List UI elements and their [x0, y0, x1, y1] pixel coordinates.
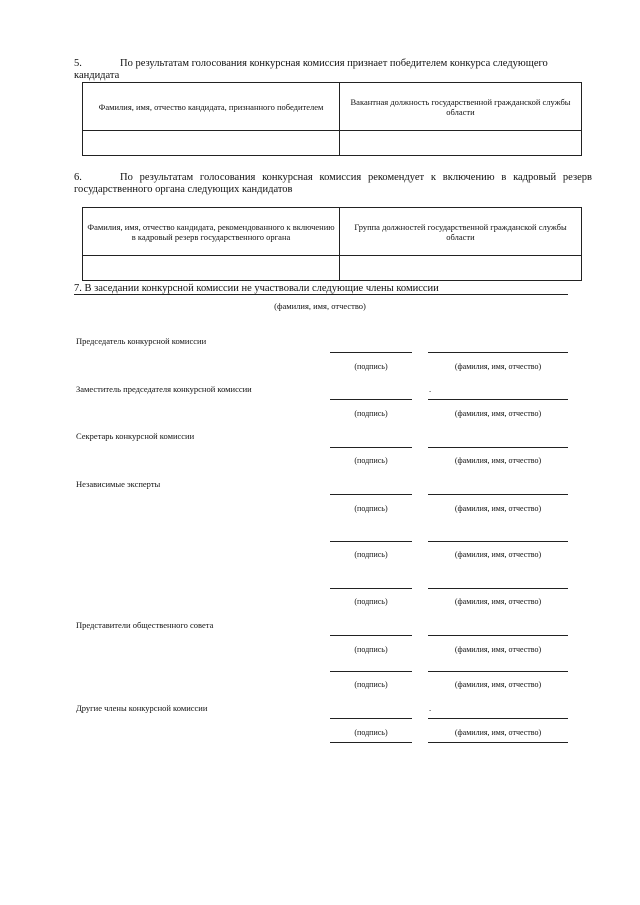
- section5-text: По результатам голосования конкурсная комиссия признает победителем конкурса следующего: [120, 58, 548, 69]
- reserve-table-header-name: Фамилия, имя, отчество кандидата, рекомендованного к включению в кадровый резерв государственного органа: [83, 208, 340, 256]
- winner-table-header-name: Фамилия, имя, отчество кандидата, признанного победителем: [83, 83, 340, 131]
- section7-text: 7. В заседании конкурсной комиссии не участвовали следующие члены комиссии: [74, 283, 439, 294]
- public1-name-line[interactable]: [428, 635, 568, 636]
- public2-signature-caption: (подпись): [354, 680, 388, 689]
- experts-label: Независимые эксперты: [76, 479, 161, 489]
- chairman-label: Председатель конкурсной комиссии: [76, 336, 207, 346]
- secretary-name-caption: (фамилия, имя, отчество): [454, 456, 542, 465]
- public1-name-caption: (фамилия, имя, отчество): [454, 645, 542, 654]
- expert1-signature-caption: (подпись): [354, 504, 388, 513]
- secretary-signature-line[interactable]: [330, 447, 412, 448]
- others-name-line[interactable]: [428, 718, 568, 719]
- deputy-label: Заместитель председателя конкурсной комиссии: [76, 384, 252, 394]
- reserve-table-header-group: Группа должностей государственной гражданской службы области: [340, 208, 582, 256]
- secretary-label: Секретарь конкурсной комиссии: [76, 431, 195, 441]
- deputy-dot: .: [429, 384, 432, 394]
- expert2-signature-caption: (подпись): [354, 550, 388, 559]
- chairman-name-caption: (фамилия, имя, отчество): [454, 362, 542, 371]
- reserve-name-cell[interactable]: [83, 256, 340, 281]
- expert3-name-line[interactable]: [428, 588, 568, 589]
- expert1-name-caption: (фамилия, имя, отчество): [454, 504, 542, 513]
- others-signature-underline: [330, 742, 412, 743]
- secretary-name-line[interactable]: [428, 447, 568, 448]
- expert1-signature-line[interactable]: [330, 494, 412, 495]
- others-name-caption: (фамилия, имя, отчество): [454, 728, 542, 737]
- absent-members-line[interactable]: [74, 294, 568, 295]
- section6-number: 6.: [74, 172, 82, 183]
- chairman-signature-line[interactable]: [330, 352, 412, 353]
- expert2-name-caption: (фамилия, имя, отчество): [454, 550, 542, 559]
- others-signature-caption: (подпись): [354, 728, 388, 737]
- section5-number: 5.: [74, 58, 82, 69]
- expert2-name-line[interactable]: [428, 541, 568, 542]
- other-members-label: Другие члены конкурсной комиссии: [76, 703, 208, 713]
- others-dot: .: [429, 703, 432, 713]
- section6-text: По результатам голосования конкурсная комиссия рекомендует к включению в кадровый резерв: [120, 172, 592, 183]
- public1-signature-line[interactable]: [330, 635, 412, 636]
- section6-text-cont: государственного органа следующих кандидатов: [74, 184, 293, 195]
- winner-table-header-position: Вакантная должность государственной гражданской службы области: [340, 83, 582, 131]
- deputy-name-caption: (фамилия, имя, отчество): [454, 409, 542, 418]
- chairman-signature-caption: (подпись): [354, 362, 388, 371]
- winner-table: [82, 82, 582, 156]
- absent-members-caption: (фамилия, имя, отчество): [274, 301, 366, 311]
- deputy-name-line[interactable]: [428, 399, 568, 400]
- public2-signature-line[interactable]: [330, 671, 412, 672]
- public2-name-caption: (фамилия, имя, отчество): [454, 680, 542, 689]
- secretary-signature-caption: (подпись): [354, 456, 388, 465]
- expert3-signature-caption: (подпись): [354, 597, 388, 606]
- winner-name-cell[interactable]: [83, 131, 340, 156]
- others-signature-line[interactable]: [330, 718, 412, 719]
- expert1-name-line[interactable]: [428, 494, 568, 495]
- others-name-underline: [428, 742, 568, 743]
- expert2-signature-line[interactable]: [330, 541, 412, 542]
- reserve-table: [82, 207, 582, 281]
- chairman-name-line[interactable]: [428, 352, 568, 353]
- deputy-signature-caption: (подпись): [354, 409, 388, 418]
- winner-position-cell[interactable]: [340, 131, 582, 156]
- expert3-name-caption: (фамилия, имя, отчество): [454, 597, 542, 606]
- reserve-group-cell[interactable]: [340, 256, 582, 281]
- expert3-signature-line[interactable]: [330, 588, 412, 589]
- public1-signature-caption: (подпись): [354, 645, 388, 654]
- public2-name-line[interactable]: [428, 671, 568, 672]
- deputy-signature-line[interactable]: [330, 399, 412, 400]
- section5-text-cont: кандидата: [74, 70, 120, 81]
- public-council-label: Представители общественного совета: [76, 620, 214, 630]
